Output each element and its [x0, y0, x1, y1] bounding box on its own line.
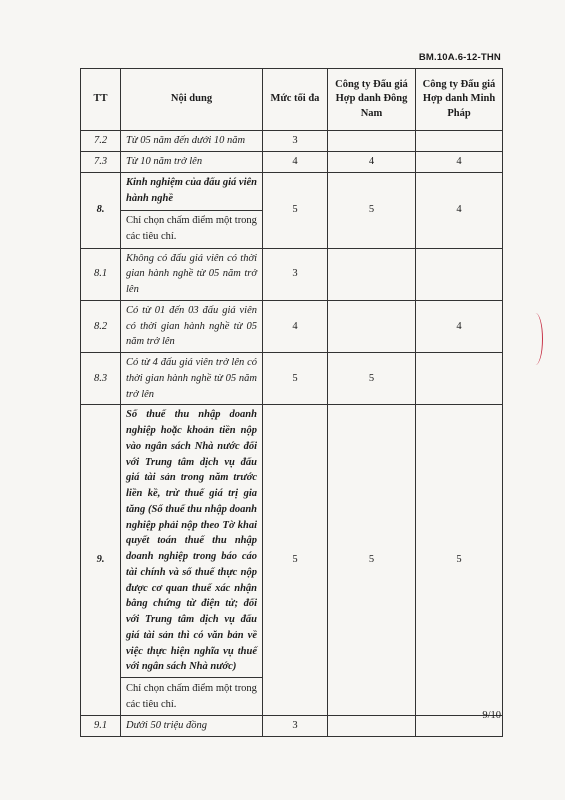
table-row: [81, 151, 503, 172]
row-max: 5: [263, 172, 328, 248]
row-score-dong-nam: 4: [328, 151, 416, 172]
table-row: [81, 248, 503, 300]
row-score-dong-nam: 5: [328, 172, 416, 248]
table-row: [81, 131, 503, 152]
table-header-row: [81, 69, 503, 131]
margin-pen-mark: [528, 313, 543, 365]
header-company-minh-phap: Công ty Đấu giá Hợp danh Minh Pháp: [416, 69, 503, 131]
row-content: Dưới 50 triệu đồng: [121, 716, 263, 737]
header-tt: TT: [81, 69, 121, 131]
header-content: Nội dung: [121, 69, 263, 131]
row-tt: 8.3: [81, 353, 121, 405]
row-score-dong-nam: [328, 716, 416, 737]
row-max: 3: [263, 131, 328, 152]
row-max: 5: [263, 353, 328, 405]
row-score-dong-nam: [328, 300, 416, 352]
row-content: Số thuế thu nhập doanh nghiệp hoặc khoản tiền nộp vào ngân sách Nhà nước đối với Trung tâm dịch vụ đấu giá tài sản trong năm trước liền kề, trừ thuế giá trị gia tăng (Số thuế thu nhập doanh nghiệp phải nộp theo Tờ khai quyết toán thuế thu nhập doanh nghiệp trong báo cáo tài chính và số thuế thực nộp được cơ quan thuế xác nhận bằng chứng từ điện tử; đối với Trung tâm dịch vụ đấu giá tài sản thì có văn bản về việc thực hiện nghĩa vụ thuế với ngân sách Nhà nước): [121, 405, 263, 678]
table-row: [81, 405, 503, 678]
row-tt: 7.3: [81, 151, 121, 172]
table-row: [81, 172, 503, 210]
page-number: 9/10: [482, 710, 501, 721]
document-code: BM.10A.6-12-THN: [418, 52, 501, 63]
row-note: Chỉ chọn chấm điểm một trong các tiêu chí.: [121, 210, 263, 248]
row-content: Từ 05 năm đến dưới 10 năm: [121, 131, 263, 152]
row-content: Từ 10 năm trở lên: [121, 151, 263, 172]
row-score-dong-nam: 5: [328, 405, 416, 716]
row-tt: 9.1: [81, 716, 121, 737]
row-score-dong-nam: [328, 131, 416, 152]
row-content: Kinh nghiệm của đấu giá viên hành nghề: [121, 172, 263, 210]
row-score-minh-phap: 5: [416, 405, 503, 716]
header-company-dong-nam: Công ty Đấu giá Hợp danh Đông Nam: [328, 69, 416, 131]
table-row: [81, 716, 503, 737]
row-score-minh-phap: 4: [416, 300, 503, 352]
row-content: Có từ 01 đến 03 đấu giá viên có thời gian hành nghề từ 05 năm trở lên: [121, 300, 263, 352]
row-tt: 8.2: [81, 300, 121, 352]
row-max: 4: [263, 300, 328, 352]
row-score-minh-phap: 4: [416, 151, 503, 172]
table-row: [81, 353, 503, 405]
row-tt: 7.2: [81, 131, 121, 152]
row-max: 3: [263, 716, 328, 737]
row-max: 4: [263, 151, 328, 172]
row-max: 5: [263, 405, 328, 716]
table-row: [81, 300, 503, 352]
row-tt: 8.: [81, 172, 121, 248]
row-tt: 8.1: [81, 248, 121, 300]
row-content: Có từ 4 đấu giá viên trở lên có thời gian hành nghề từ 05 năm trở lên: [121, 353, 263, 405]
scoring-table: [80, 68, 503, 737]
row-score-minh-phap: 4: [416, 172, 503, 248]
row-note: Chỉ chọn chấm điểm một trong các tiêu chí.: [121, 678, 263, 716]
row-tt: 9.: [81, 405, 121, 716]
row-score-dong-nam: [328, 248, 416, 300]
row-score-minh-phap: [416, 131, 503, 152]
header-max-score: Mức tối đa: [263, 69, 328, 131]
row-score-dong-nam: 5: [328, 353, 416, 405]
row-content: Không có đấu giá viên có thời gian hành nghề từ 05 năm trở lên: [121, 248, 263, 300]
row-score-minh-phap: [416, 248, 503, 300]
row-score-minh-phap: [416, 353, 503, 405]
row-max: 3: [263, 248, 328, 300]
